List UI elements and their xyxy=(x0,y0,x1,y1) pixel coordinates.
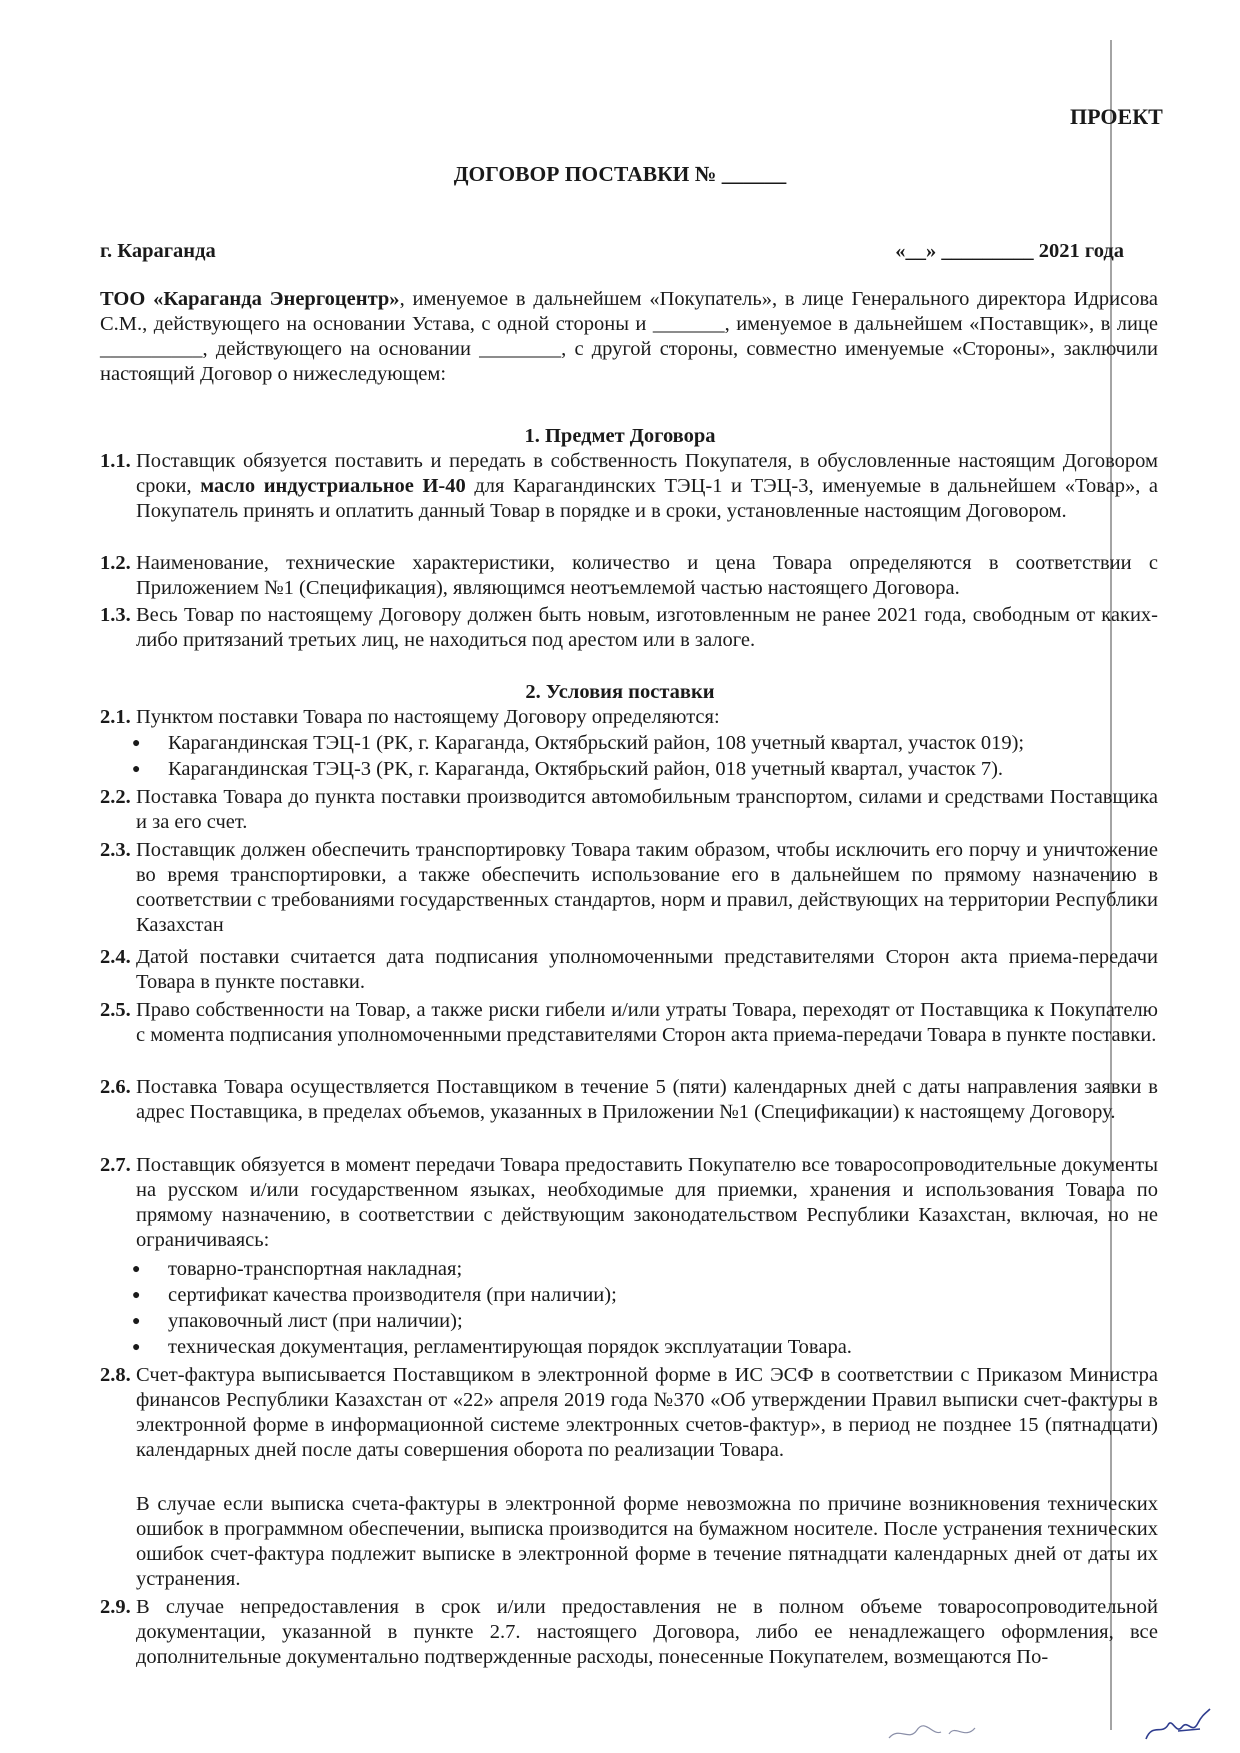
clause-1-2 xyxy=(100,551,1158,601)
initials-mark-icon xyxy=(885,1716,995,1744)
clause-2-2 xyxy=(100,785,1158,835)
list-item: ● сертификат качества производителя (при наличии); xyxy=(132,1284,617,1306)
clause-number: 1.1. xyxy=(100,450,131,472)
bullet-icon: ● xyxy=(132,1314,141,1329)
list-item: ● Карагандинская ТЭЦ-3 (РК, г. Караганда, Октябрьский район, 018 учетный квартал, участок 7). xyxy=(132,758,1004,780)
clause-number: 2.9. xyxy=(100,1596,131,1618)
bullet-icon: ● xyxy=(132,736,141,751)
section-1-title: 1. Предмет Договора xyxy=(524,425,716,447)
clause-number: 2.2. xyxy=(100,786,131,808)
clause-text: Поставщик должен обеспечить транспортировку Товара таким образом, чтобы исключить его порчу и уничтожение во время транспортировки, а также обеспечить использование его в дальнейшем по прямому назначению в соответствии с требованиями государственных стандартов, норм и правил, действующих на территории Республики Казахстан xyxy=(136,839,1158,936)
clause-text: Весь Товар по настоящему Договору должен быть новым, изготовленным не ранее 2021 года, свободным от каких-либо притязаний третьих лиц, не находиться под арестом или в залоге. xyxy=(136,604,1158,651)
clause-number: 1.2. xyxy=(100,552,131,574)
clause-1-3 xyxy=(100,603,1158,653)
clause-2-9 xyxy=(100,1595,1158,1670)
clause-2-4 xyxy=(100,945,1158,995)
clause-number: 2.4. xyxy=(100,946,131,968)
list-item: ● техническая документация, регламентирующая порядок эксплуатации Товара. xyxy=(132,1336,852,1358)
preamble xyxy=(100,287,1158,387)
clause-2-8 xyxy=(100,1363,1158,1463)
clause-number: 1.3. xyxy=(100,604,131,626)
list-item: ● упаковочный лист (при наличии); xyxy=(132,1310,463,1332)
bullet-icon: ● xyxy=(132,1288,141,1303)
clause-1-1 xyxy=(100,449,1158,524)
preamble-company: ТОО «Караганда Энергоцентр» xyxy=(100,288,400,310)
bullet-icon: ● xyxy=(132,1340,141,1355)
clause-text: Наименование, технические характеристики, количество и цена Товара определяются в соответствии с Приложением №1 (Спецификация), являющимся неотъемлемой частью настоящего Договора. xyxy=(136,552,1158,599)
clause-2-8-paragraph: В случае если выписка счета-фактуры в электронной форме невозможна по причине возникновения технических ошибок в программном обеспечении, выписка производится на бумажном носителе. После устранения технических ошибок счет-фактура подлежит выписке в электронной форме в течение пятнадцати календарных дней от даты их устранения. xyxy=(136,1493,1158,1590)
clause-text: Счет-фактура выписывается Поставщиком в электронной форме в ИС ЭСФ в соответствии с Приказом Министра финансов Республики Казахстан от «22» апреля 2019 года №370 «Об утверждении Правил выписки счет-фактуры в электронной форме в информационной системе электронных счетов-фактур», в период не позднее 15 (пятнадцати) календарных дней после даты совершения оборота по реализации Товара. xyxy=(136,1364,1158,1461)
clause-number: 2.5. xyxy=(100,999,131,1021)
clause-2-1 xyxy=(100,705,1158,730)
clause-text: Поставщик обязуется поставить и передать в собственность Покупателя, в обусловленные настоящим Договором сроки, масло индустриальное И-40 для Карагандинских ТЭЦ-1 и ТЭЦ-3, именуемые в дальнейшем «Товар», а Покупатель принять и оплатить данный Товар в порядке и в сроки, установленные настоящим Договором. xyxy=(136,450,1158,522)
clause-text: Поставка Товара до пункта поставки производится автомобильным транспортом, силами и средствами Поставщика и за его счет. xyxy=(136,786,1158,833)
clause-text: В случае непредоставления в срок и/или предоставления не в полном объеме товаросопроводительной документации, указанной в пункте 2.7. настоящего Договора, либо ее ненадлежащего оформления, все дополнительные документально подтвержденные расходы, понесенные Покупателем, возмещаются По- xyxy=(136,1596,1158,1668)
clause-2-5 xyxy=(100,998,1158,1048)
list-item: ● Карагандинская ТЭЦ-1 (РК, г. Караганда, Октябрьский район, 108 учетный квартал, участок 019); xyxy=(132,732,1025,754)
clause-number: 2.1. xyxy=(100,706,131,728)
signature-icon xyxy=(1140,1705,1220,1745)
clause-text: Поставка Товара осуществляется Поставщиком в течение 5 (пяти) календарных дней с даты направления заявки в адрес Поставщика, в пределах объемов, указанных в Приложении №1 (Спецификации) к настоящему Договору. xyxy=(136,1076,1158,1123)
clause-text: Право собственности на Товар, а также риски гибели и/или утраты Товара, переходят от Поставщика к Покупателю с момента подписания уполномоченными представителями Сторон акта приема-передачи Товара в пункте поставки. xyxy=(136,999,1158,1046)
city: г. Караганда xyxy=(100,240,216,262)
bullet-icon: ● xyxy=(132,1262,141,1277)
clause-2-6 xyxy=(100,1075,1158,1125)
clause-2-3 xyxy=(100,838,1158,938)
preamble-text: , именуемое в дальнейшем «Покупатель», в лице Генерального директора Идрисова С.М., действующего на основании Устава, с одной стороны и _______, именуемое в дальнейшем «Поставщик», в лице __________, действующего на основании ________, с другой стороны, совместно именуемые «Стороны», заключили настоящий Договор о нижеследующем: xyxy=(100,288,1158,385)
clause-number: 2.8. xyxy=(100,1364,131,1386)
document-title: ДОГОВОР ПОСТАВКИ № ______ xyxy=(453,162,787,186)
clause-number: 2.6. xyxy=(100,1076,131,1098)
clause-number: 2.7. xyxy=(100,1154,131,1176)
clause-2-7 xyxy=(100,1153,1158,1253)
clause-text: Поставщик обязуется в момент передачи Товара предоставить Покупателю все товаросопроводительные документы на русском и/или государственном языках, необходимые для приемки, хранения и использования Товара по прямому назначению, в соответствии с действующим законодательством Республики Казахстан, включая, но не ограничиваясь: xyxy=(136,1154,1158,1251)
clause-text: Пунктом поставки Товара по настоящему Договору определяются: xyxy=(136,706,720,728)
contract-date: «__» _________ 2021 года xyxy=(895,240,1124,262)
list-item: ● товарно-транспортная накладная; xyxy=(132,1258,463,1280)
project-label: ПРОЕКТ xyxy=(1070,104,1163,129)
bullet-icon: ● xyxy=(132,762,141,777)
clause-text: Датой поставки считается дата подписания уполномоченными представителями Сторон акта приема-передачи Товара в пункте поставки. xyxy=(136,946,1158,993)
section-2-title: 2. Условия поставки xyxy=(525,681,715,703)
clause-number: 2.3. xyxy=(100,839,131,861)
